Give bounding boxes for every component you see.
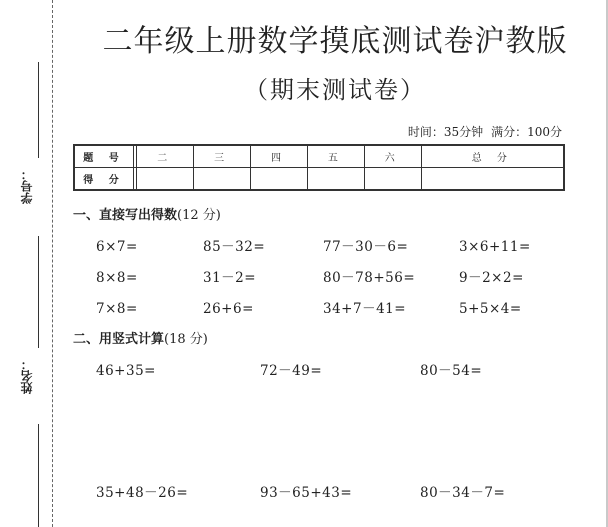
column-problem: 80－34－7= bbox=[420, 485, 506, 501]
mental-problem: 34+7－41= bbox=[323, 301, 407, 317]
mental-problem: 9－2×2= bbox=[459, 270, 524, 286]
mental-problem: 26+6= bbox=[203, 301, 254, 317]
mental-problem: 31－2= bbox=[203, 270, 257, 286]
col-header-total: 总 分 bbox=[421, 145, 564, 168]
name-line-top bbox=[38, 236, 39, 348]
full-score: 满分：100分 bbox=[491, 125, 562, 139]
mental-problem: 5+5×4= bbox=[459, 301, 522, 317]
section1-heading bbox=[73, 207, 221, 225]
student-id-line bbox=[38, 62, 39, 158]
column-problem: 72－49= bbox=[260, 363, 323, 379]
name-line-bottom bbox=[38, 424, 39, 527]
binding-margin bbox=[0, 0, 62, 527]
column-problem: 80－54= bbox=[420, 363, 483, 379]
column-problem: 46+35= bbox=[96, 363, 156, 379]
section1-title: 一、直接写出得数 bbox=[73, 208, 178, 223]
col-header-5: 五 bbox=[307, 145, 364, 168]
column-problem: 35+48－26= bbox=[96, 485, 189, 501]
score-cell[interactable] bbox=[307, 168, 364, 191]
mental-problem: 80－78+56= bbox=[323, 270, 416, 286]
name-label: 姓名： bbox=[20, 358, 34, 394]
mental-problem: 77－30－6= bbox=[323, 239, 409, 255]
row-header-score: 得 分 bbox=[74, 168, 134, 191]
col-header-6: 六 bbox=[364, 145, 421, 168]
mental-problem: 7×8= bbox=[96, 301, 138, 317]
section2-points: (18 分) bbox=[164, 332, 208, 347]
score-table-header-row bbox=[74, 145, 564, 168]
mental-problem: 3×6+11= bbox=[459, 239, 531, 255]
margin-cut-line bbox=[52, 0, 53, 527]
col-header-2: 二 bbox=[137, 145, 194, 168]
score-table bbox=[73, 144, 565, 191]
column-problem: 93－65+43= bbox=[260, 485, 353, 501]
score-cell-total[interactable] bbox=[421, 168, 564, 191]
exam-title: 二年级上册数学摸底测试卷沪教版 bbox=[102, 24, 568, 59]
score-cell[interactable] bbox=[364, 168, 421, 191]
score-table-score-row bbox=[74, 168, 564, 191]
student-id-label: 学号： bbox=[20, 168, 34, 204]
row-header-question-number: 题 号 bbox=[74, 145, 134, 168]
score-cell[interactable] bbox=[137, 168, 194, 191]
section1-points: (12 分) bbox=[177, 208, 221, 223]
mental-problem: 6×7= bbox=[96, 239, 138, 255]
col-header-4: 四 bbox=[251, 145, 308, 168]
exam-subtitle: （期末测试卷） bbox=[244, 76, 426, 104]
section2-heading bbox=[73, 331, 208, 349]
mental-problem: 8×8= bbox=[96, 270, 138, 286]
section2-title: 二、用竖式计算 bbox=[73, 332, 165, 347]
col-header-3: 三 bbox=[194, 145, 251, 168]
time-limit: 时间：35分钟 bbox=[407, 125, 484, 139]
score-cell[interactable] bbox=[251, 168, 308, 191]
exam-meta bbox=[408, 124, 562, 140]
score-cell[interactable] bbox=[194, 168, 251, 191]
mental-problem: 85－32= bbox=[203, 239, 266, 255]
